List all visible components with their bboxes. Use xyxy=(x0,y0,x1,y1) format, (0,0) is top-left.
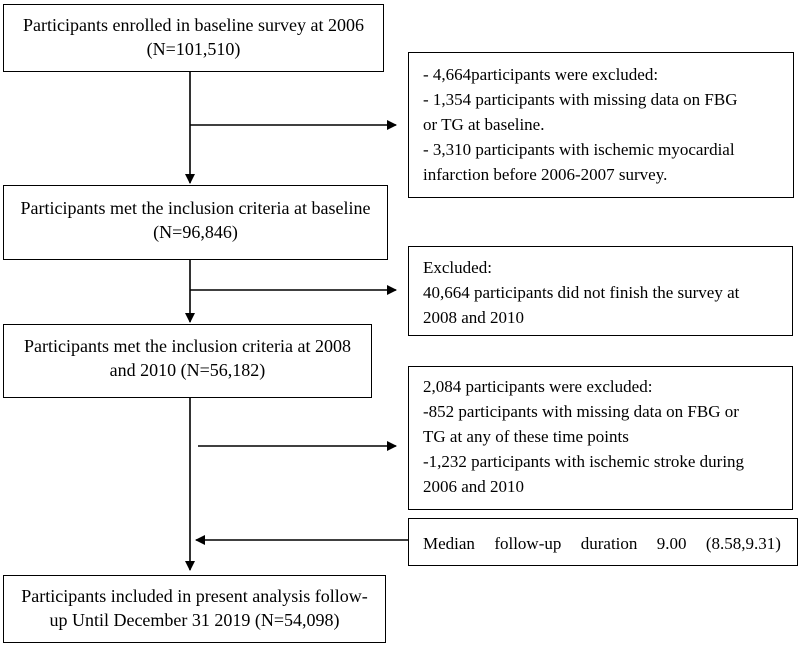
exclusion-1-line-3: or TG at baseline. xyxy=(423,115,545,134)
exclusion-box-1 xyxy=(408,52,794,198)
exclusion-3-line-4: -1,232 participants with ischemic stroke during xyxy=(423,452,745,471)
followup-criteria-box xyxy=(3,324,372,398)
followup-duration-row xyxy=(423,531,781,556)
exclusion-2-line-1: Excluded: xyxy=(423,258,492,277)
exclusion-box-3 xyxy=(408,366,793,510)
baseline-line-2: (N=96,846) xyxy=(153,222,238,242)
followup-ci: (8.58,9.31) xyxy=(705,534,781,553)
followup-value: 9.00 xyxy=(656,534,687,553)
final-line-1: Participants included in present analysis follow- xyxy=(21,586,368,606)
exclusion-1-line-4: - 3,310 participants with ischemic myocardial xyxy=(423,140,735,159)
exclusion-3-line-3: TG at any of these time points xyxy=(423,427,629,446)
exclusion-2-line-3: 2008 and 2010 xyxy=(423,308,525,327)
followup-word-1: Median xyxy=(423,534,475,553)
exclusion-3-line-1: 2,084 participants were excluded: xyxy=(423,377,653,396)
final-analysis-box xyxy=(3,575,386,643)
enrolled-box xyxy=(3,4,384,72)
exclusion-2-line-2: 40,664 participants did not finish the survey at xyxy=(423,283,740,302)
exclusion-3-line-2: -852 participants with missing data on FBG or xyxy=(423,402,739,421)
followup-word-2: follow-up xyxy=(494,534,562,553)
exclusion-box-2 xyxy=(408,246,793,336)
criteria-2008-line-1: Participants met the inclusion criteria at 2008 xyxy=(24,336,351,356)
baseline-criteria-box xyxy=(3,185,388,260)
criteria-2008-line-2: and 2010 (N=56,182) xyxy=(109,360,266,380)
exclusion-1-line-2: - 1,354 participants with missing data on FBG xyxy=(423,90,738,109)
baseline-line-1: Participants met the inclusion criteria at baseline xyxy=(20,198,371,218)
exclusion-3-line-5: 2006 and 2010 xyxy=(423,477,525,496)
exclusion-1-line-1: - 4,664participants were excluded: xyxy=(423,65,659,84)
final-line-2: up Until December 31 2019 (N=54,098) xyxy=(49,610,340,630)
enrolled-line-1: Participants enrolled in baseline survey at 2006 xyxy=(23,15,364,35)
exclusion-1-line-5: infarction before 2006-2007 survey. xyxy=(423,165,668,184)
followup-duration-box xyxy=(408,518,798,566)
enrolled-line-2: (N=101,510) xyxy=(146,39,241,59)
followup-word-3: duration xyxy=(580,534,638,553)
